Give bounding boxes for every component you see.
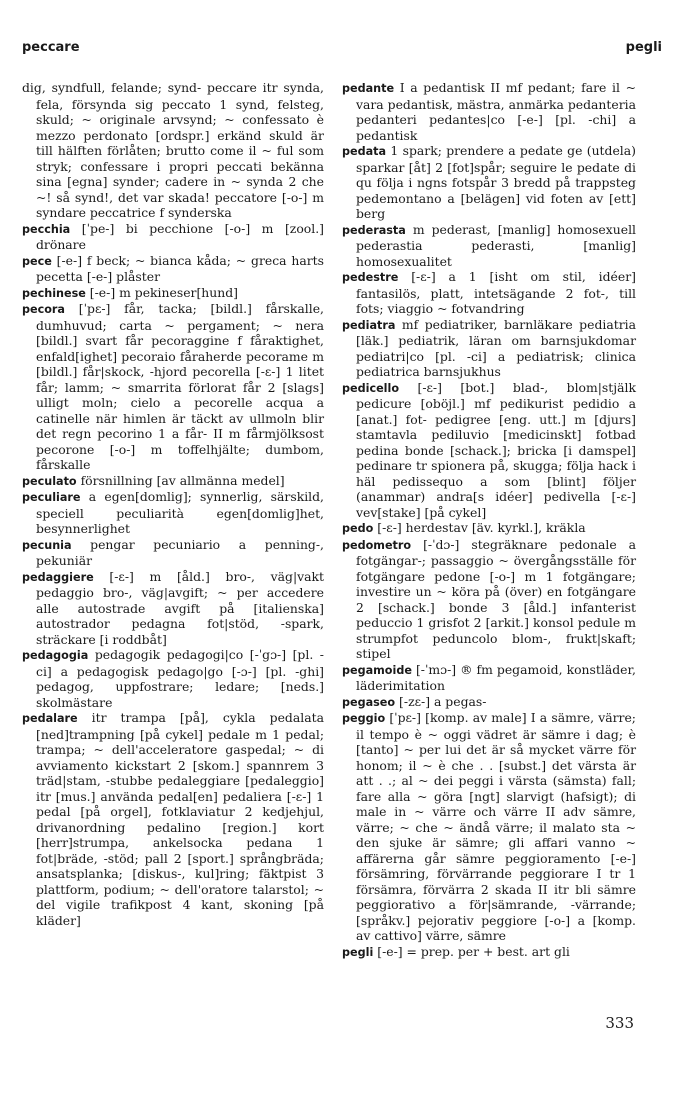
headword: pedalare bbox=[22, 712, 78, 725]
dictionary-entry bbox=[342, 222, 636, 270]
entry-body: [-ɛ-] m [åld.] bro-, väg|vakt pedaggio bro-, väg|avgift; ~ per accedere alle autostrade avgift på [italienska] autostrador pedagna fot|stöd, -spark, sträckare [i roddbåt] bbox=[36, 568, 324, 647]
entry-body: a egen[domlig]; synnerlig, särskild, speciell peculiarità egen[domlig]het, besynnerlighet bbox=[36, 489, 324, 536]
page-number: 333 bbox=[605, 1014, 634, 1032]
left-column bbox=[22, 80, 324, 928]
headword: pedicello bbox=[342, 381, 400, 395]
dictionary-entry bbox=[342, 537, 636, 662]
headword: pedaggiere bbox=[22, 570, 94, 584]
headword: pegamoide bbox=[342, 663, 412, 677]
entry-body: [-ˈmɔ-] ® fm pegamoid, konstläder, läderimitation bbox=[356, 661, 636, 693]
entry-body: försnillning [av allmänna medel] bbox=[80, 472, 285, 488]
dictionary-entry bbox=[22, 80, 324, 221]
entry-body: [-zɛ-] a pegas- bbox=[399, 693, 487, 709]
dictionary-entry bbox=[22, 489, 324, 537]
dictionary-entry bbox=[22, 647, 324, 710]
headword: pedante bbox=[342, 82, 395, 95]
entry-body: m pederast, [manlig] homosexuell pederastia pederasti, [manlig] homosexualitet bbox=[356, 221, 636, 269]
entry-body: [ˈpe-] bi pecchione [-o-] m [zool.] drönare bbox=[36, 220, 324, 252]
entry-body: [-e-] = prep. per + best. art gli bbox=[377, 943, 570, 959]
dictionary-entry bbox=[342, 269, 636, 317]
entry-body: [ˈpɛ-] [komp. av male] I a sämre, värre; il tempo è ~ oggi vädret är sämre i dag; è [tanto] ~ per lui det är så mycket värre för honom; il ~ è che . . [subst.] det värsta är att . .; al ~ dei peggi i värsta (sämsta) fall; fare alla ~ göra [ngt] slarvigt (hafsigt); di male in ~ värre och värre II adv sämre, värre; ~ che ~ ändå värre; il malato sta ~ den sjuke är sämre; gli affari vanno ~ affärerna går sämre peggioramento [-e-] försämring, förvärrande peggiorare I tr 1 försämra, förvärra 2 skada II itr bli sämre peggiorativo a för|sämrande, -värrande; [språkv.] pejorativ peggiore [-o-] a [komp. av cattivo] värre, sämre bbox=[356, 710, 636, 943]
dictionary-entry bbox=[342, 694, 636, 711]
dictionary-entry bbox=[342, 317, 636, 380]
dictionary-entry bbox=[342, 143, 636, 222]
entry-body: pengar pecuniario a penning-, pekuniär bbox=[36, 536, 324, 568]
dictionary-entry bbox=[342, 710, 636, 944]
dictionary-entry bbox=[342, 520, 636, 537]
headword: pecora bbox=[22, 303, 65, 316]
dictionary-entry bbox=[22, 253, 324, 285]
entry-body: itr trampa [på], cykla pedalata [ned]trampning [på cykel] pedale m 1 pedal; trampa; ~ dell'acceleratore gaspedal; ~ di avviamento kickstart 2 [skom.] spannrem 3 träd|stam, -stubbe pedaleggiare [pedaleggio] itr [mus.] använda pedal[en] pedaliera [-ɛ-] 1 pedal [på orgel], fotklaviatur 2 kedjehjul, drivanordning pedalino [region.] kort [herr]strumpa, ankelsocka pedana 1 fot|bräde, -stöd; pall 2 [sport.] språngbräda; ansatsplanka; [diskus-, kul]ring; fäktpist 3 plattform, podium; ~ dell'oratore talarstol; ~ del vigile trafikpost 4 kant, skoning [på kläder] bbox=[36, 710, 324, 928]
dictionary-entry bbox=[342, 380, 636, 521]
entry-body: [-ˈdɔ-] stegräknare pedonale a fotgängar-; passaggio ~ övergångsställe för fotgängare pedone [-o-] m 1 fotgängare; investire un ~ köra på (över) en fotgängare 2 [schack.] bonde 3 [åld.] infanterist peduccio 1 grisfot 2 [arkit.] konsol pedule m strumpfot peduncolo blom-, frukt|skaft; stipel bbox=[356, 536, 636, 661]
entry-body: [-e-] f beck; ~ bianca kåda; ~ greca harts pecetta [-e-] plåster bbox=[36, 252, 324, 284]
dictionary-entry bbox=[22, 537, 324, 569]
entry-body: dig, syndfull, felande; synd- peccare itr synda, fela, försynda sig peccato 1 synd, felsteg, skuld; ~ originale arvsynd; ~ confessato è mezzo perdonato [ordspr.] erkänd skuld är till hälften förlåten; brutto come il ~ ful som stryk; confessare i propri peccati bekänna sina [egna] synder; cadere in ~ synda 2 che ~! så synd!, det var skada! peccatore [-o-] m syndare peccatrice f synderska bbox=[22, 80, 324, 220]
headword: pediatra bbox=[342, 318, 396, 332]
entry-body: mf pediatriker, barnläkare pediatria [läk.] pediatrik, läran om barnsjukdomar pediatri|co [pl. -ci] a pediatrisk; clinica pediatrica barnsjukhus bbox=[356, 316, 636, 379]
dictionary-entry bbox=[342, 944, 636, 961]
dictionary-entry bbox=[22, 473, 324, 490]
headword: pedometro bbox=[342, 538, 412, 552]
headword: peculiare bbox=[22, 491, 81, 504]
headword: pedestre bbox=[342, 271, 399, 284]
dictionary-entry bbox=[22, 569, 324, 648]
entry-body: [-e-] m pekineser[hund] bbox=[89, 284, 238, 300]
headword: peculato bbox=[22, 474, 77, 488]
entry-body: [-ɛ-] herdestav [äv. kyrkl.], kräkla bbox=[377, 520, 586, 535]
headword: peggio bbox=[342, 712, 386, 725]
dictionary-entry bbox=[342, 662, 636, 694]
entry-body: pedagogik pedagogi|co [-ˈgɔ-] [pl. -ci] a pedagogisk pedago|go [-ɔ-] [pl. -ghi] pedagog, uppfostrare; ledare; [neds.] skolmästare bbox=[36, 647, 324, 710]
dictionary-entry bbox=[22, 710, 324, 928]
headword: pechinese bbox=[22, 286, 86, 300]
dictionary-entry bbox=[342, 80, 636, 143]
headword: pedagogia bbox=[22, 649, 89, 662]
running-head-right: pegli bbox=[625, 40, 662, 55]
headword: pecunia bbox=[22, 538, 72, 552]
entry-body: [ˈpɛ-] får, tacka; [bildl.] fårskalle, dumhuvud; carta ~ pergament; ~ nera [bildl.] svart får pecoraggine f fåraktighet, enfald[ighet] pecoraio fåraherde pecorame m [bildl.] får|skock, -hjord pecorella [-ɛ-] 1 litet får; lamm; ~ smarrita förlorat får 2 [slags] ulligt moln; cielo a pecorelle acqua a catinelle när himlen är täckt av ullmoln blir det regn pecorino 1 a får- II m fårmjölksost pecorone [-o-] m toffelhjälte; dumbom, fårskalle bbox=[36, 301, 324, 472]
dictionary-entry bbox=[22, 285, 324, 302]
entry-body: I a pedantisk II mf pedant; fare il ~ vara pedantisk, mästra, anmärka pedanteria pedanteri pedantes|co [-e-] [pl. -chi] a pedantisk bbox=[356, 80, 636, 143]
headword: pederasta bbox=[342, 223, 406, 237]
right-column bbox=[342, 80, 636, 960]
running-head-left: peccare bbox=[22, 40, 80, 55]
dictionary-entry bbox=[22, 221, 324, 253]
headword: pegaseo bbox=[342, 695, 396, 709]
headword: pece bbox=[22, 254, 52, 268]
headword: pecchia bbox=[22, 222, 71, 236]
entry-body: [-ɛ-] [bot.] blad-, blom|stjälk pedicure [oböjl.] mf pedikurist pedidio a [anat.] fot- pedigree [eng. utt.] m [djurs] stamtavla pediluvio [medicinskt] fotbad pedina bonde [schack.]; bricka [i damspel] pedinare tr spionera på, skugga; följa hack i häl pedissequo a som [blint] följer (anammar) andra[s idéer] pedivella [-ɛ-] vev[stake] [på cykel] bbox=[356, 379, 636, 520]
headword: pedo bbox=[342, 522, 374, 535]
dictionary-entry bbox=[22, 301, 324, 473]
headword: pedata bbox=[342, 145, 387, 158]
entry-body: 1 spark; prendere a pedate ge (utdela) sparkar [åt] 2 [fot]spår; seguire le pedate di qu följa i ngns fotspår 3 bredd på trappsteg pedemontano a [belägen] vid foten av [ett] berg bbox=[356, 143, 636, 221]
headword: pegli bbox=[342, 945, 374, 959]
entry-body: [-ɛ-] a 1 [isht om stil, idéer] fantasilös, platt, intetsägande 2 fot-, till fots; viaggio ~ fotvandring bbox=[356, 269, 636, 316]
